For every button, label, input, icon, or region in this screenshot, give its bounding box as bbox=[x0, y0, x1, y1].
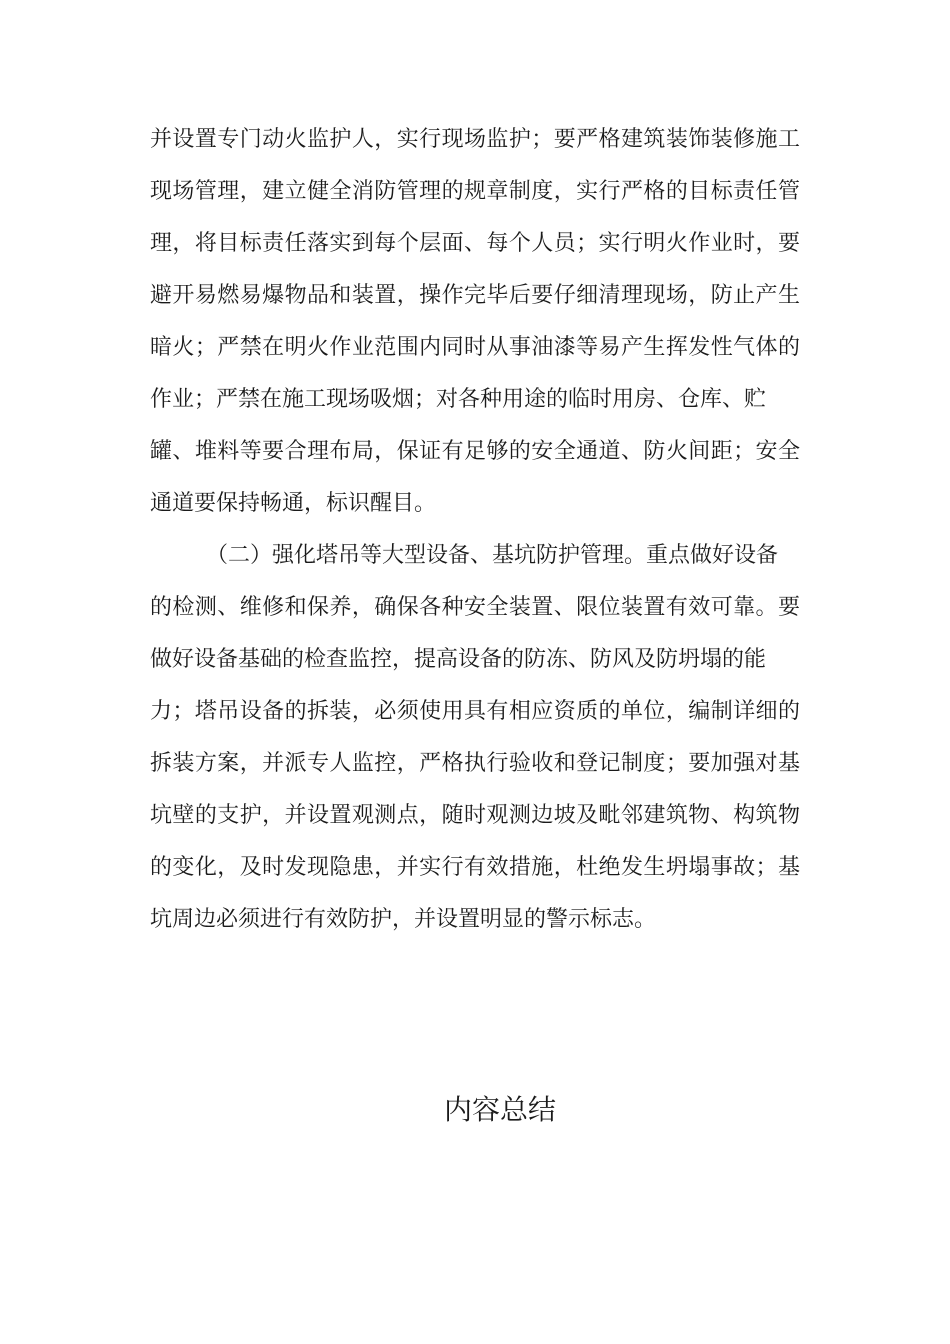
text-line: 做好设备基础的检查监控，提高设备的防冻、防风及防坍塌的能 bbox=[150, 647, 767, 672]
text-line: 坑壁的支护，并设置观测点，随时观测边坡及毗邻建筑物、构筑物 bbox=[150, 803, 800, 828]
summary-heading: 内容总结 bbox=[443, 1093, 556, 1126]
text-line: 拆装方案，并派专人监控，严格执行验收和登记制度；要加强对基 bbox=[150, 751, 800, 776]
text-line: 力；塔吊设备的拆装，必须使用具有相应资质的单位，编制详细的 bbox=[150, 699, 800, 724]
text-line: 作业；严禁在施工现场吸烟；对各种用途的临时用房、仓库、贮 bbox=[150, 387, 767, 412]
text-line: 暗火；严禁在明火作业范围内同时从事油漆等易产生挥发性气体的 bbox=[150, 335, 800, 360]
text-line: 并设置专门动火监护人，实行现场监护；要严格建筑装饰装修施工 bbox=[150, 127, 800, 152]
text-line: 通道要保持畅通，标识醒目。 bbox=[150, 491, 437, 516]
text-line: 理，将目标责任落实到每个层面、每个人员；实行明火作业时，要 bbox=[150, 231, 800, 256]
text-line: 的变化，及时发现隐患，并实行有效措施，杜绝发生坍塌事故；基 bbox=[150, 855, 800, 880]
text-line: 坑周边必须进行有效防护，并设置明显的警示标志。 bbox=[150, 907, 657, 932]
text-line: 避开易燃易爆物品和装置，操作完毕后要仔细清理现场，防止产生 bbox=[150, 283, 800, 308]
text-line: 的检测、维修和保养，确保各种安全装置、限位装置有效可靠。要 bbox=[150, 595, 800, 620]
paragraph-crane-pit-safety bbox=[150, 530, 800, 946]
text-line-indented: （二）强化塔吊等大型设备、基坑防护管理。重点做好设备 bbox=[206, 543, 779, 568]
body-text bbox=[150, 114, 800, 946]
text-line: 现场管理，建立健全消防管理的规章制度，实行严格的目标责任管 bbox=[150, 179, 800, 204]
text-line: 罐、堆料等要合理布局，保证有足够的安全通道、防火间距；安全 bbox=[150, 439, 800, 464]
paragraph-fire-safety bbox=[150, 114, 800, 530]
